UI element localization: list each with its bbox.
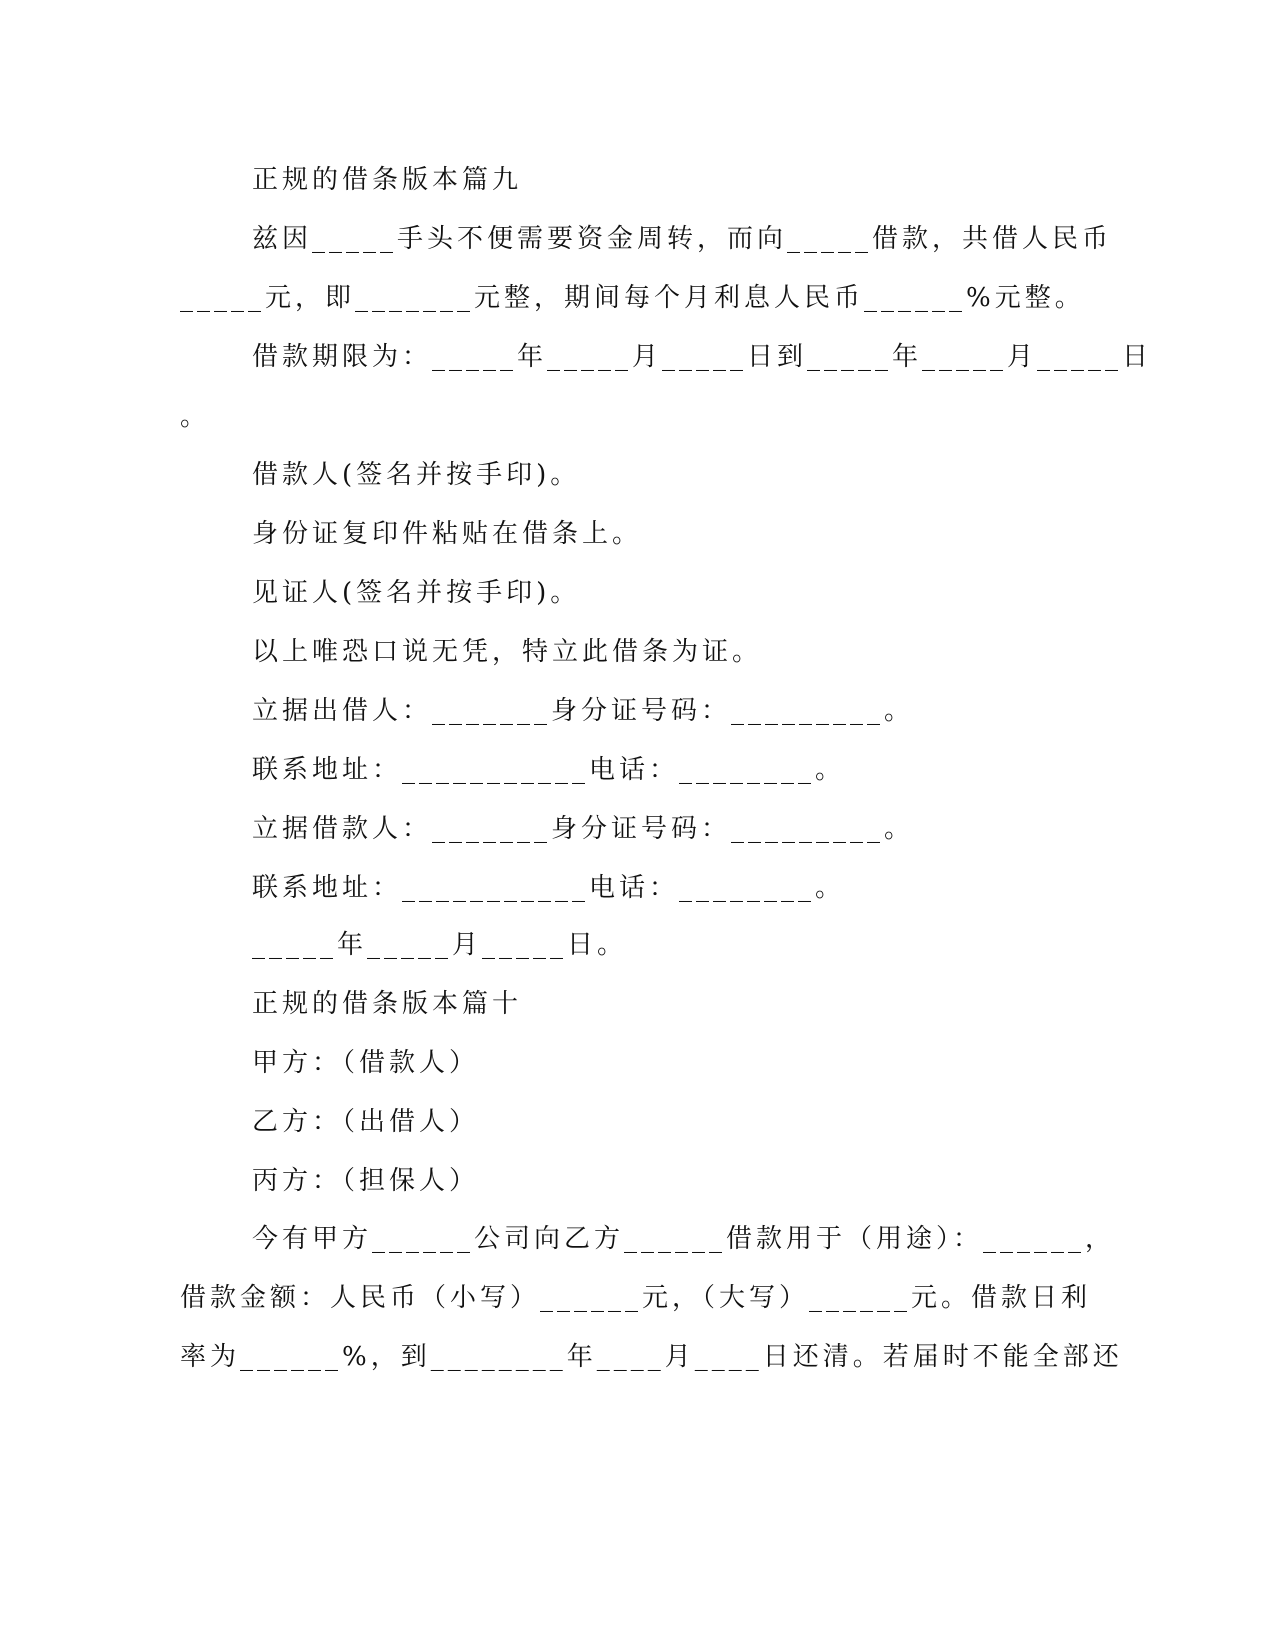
paragraph-text: 借款期限为：_____年_____月_____日到_____年_____月_____日 bbox=[252, 342, 1153, 372]
paragraph-text: 立据借款人：_______身分证号码：_________。 bbox=[252, 814, 915, 844]
paragraph-term bbox=[0, 337, 1275, 377]
paragraph-text: 联系地址：___________电话：________。 bbox=[252, 873, 846, 903]
paragraph-text: 身份证复印件粘贴在借条上。 bbox=[252, 519, 643, 549]
paragraph-id-copy bbox=[0, 514, 1275, 554]
paragraph-term-end bbox=[0, 397, 1275, 437]
paragraph-amount bbox=[0, 278, 1275, 318]
paragraph-text: _____年_____月_____日。 bbox=[252, 930, 628, 960]
paragraph-proof bbox=[0, 632, 1275, 672]
paragraph-party-b bbox=[0, 1102, 1275, 1142]
paragraph-text: 立据出借人：_______身分证号码：_________。 bbox=[252, 696, 915, 726]
paragraph-party-c bbox=[0, 1161, 1275, 1201]
paragraph-text: 率为______%，到________年____月____日还清。若届时不能全部还 bbox=[180, 1342, 1123, 1372]
paragraph-reason bbox=[0, 219, 1275, 259]
paragraph-borrower-sign bbox=[0, 455, 1275, 495]
paragraph-text: 乙方：（出借人） bbox=[252, 1107, 480, 1137]
paragraph-interest-rate bbox=[0, 1337, 1275, 1377]
paragraph-text: 借款金额：人民币（小写）______元，（大写）______元。借款日利 bbox=[180, 1283, 1092, 1313]
paragraph-text: _____元，即_______元整，期间每个月利息人民币______%元整。 bbox=[180, 283, 1085, 313]
paragraph-text: 兹因_____手头不便需要资金周转，而向_____借款，共借人民币 bbox=[252, 224, 1113, 254]
paragraph-loan-purpose bbox=[0, 1219, 1275, 1259]
paragraph-text: 正规的借条版本篇九 bbox=[252, 165, 523, 195]
paragraph-lender-id bbox=[0, 691, 1275, 731]
paragraph-lender-contact bbox=[0, 750, 1275, 790]
section-heading-10 bbox=[0, 984, 1275, 1024]
paragraph-borrower-id bbox=[0, 809, 1275, 849]
paragraph-party-a bbox=[0, 1043, 1275, 1083]
paragraph-text: 见证人(签名并按手印)。 bbox=[252, 578, 581, 608]
paragraph-date bbox=[0, 925, 1275, 965]
paragraph-text: 丙方：（担保人） bbox=[252, 1166, 480, 1196]
paragraph-witness-sign bbox=[0, 573, 1275, 613]
paragraph-loan-amount bbox=[0, 1278, 1275, 1318]
section-heading-9 bbox=[0, 160, 1275, 200]
paragraph-text: 联系地址：___________电话：________。 bbox=[252, 755, 846, 785]
paragraph-text: 。 bbox=[180, 402, 211, 432]
paragraph-text: 借款人(签名并按手印)。 bbox=[252, 460, 581, 490]
paragraph-text: 正规的借条版本篇十 bbox=[252, 989, 523, 1019]
paragraph-text: 以上唯恐口说无凭，特立此借条为证。 bbox=[252, 637, 763, 667]
paragraph-borrower-contact bbox=[0, 868, 1275, 908]
paragraph-text: 甲方：（借款人） bbox=[252, 1048, 480, 1078]
paragraph-text: 今有甲方______公司向乙方______借款用于（用途）：______， bbox=[252, 1224, 1116, 1254]
